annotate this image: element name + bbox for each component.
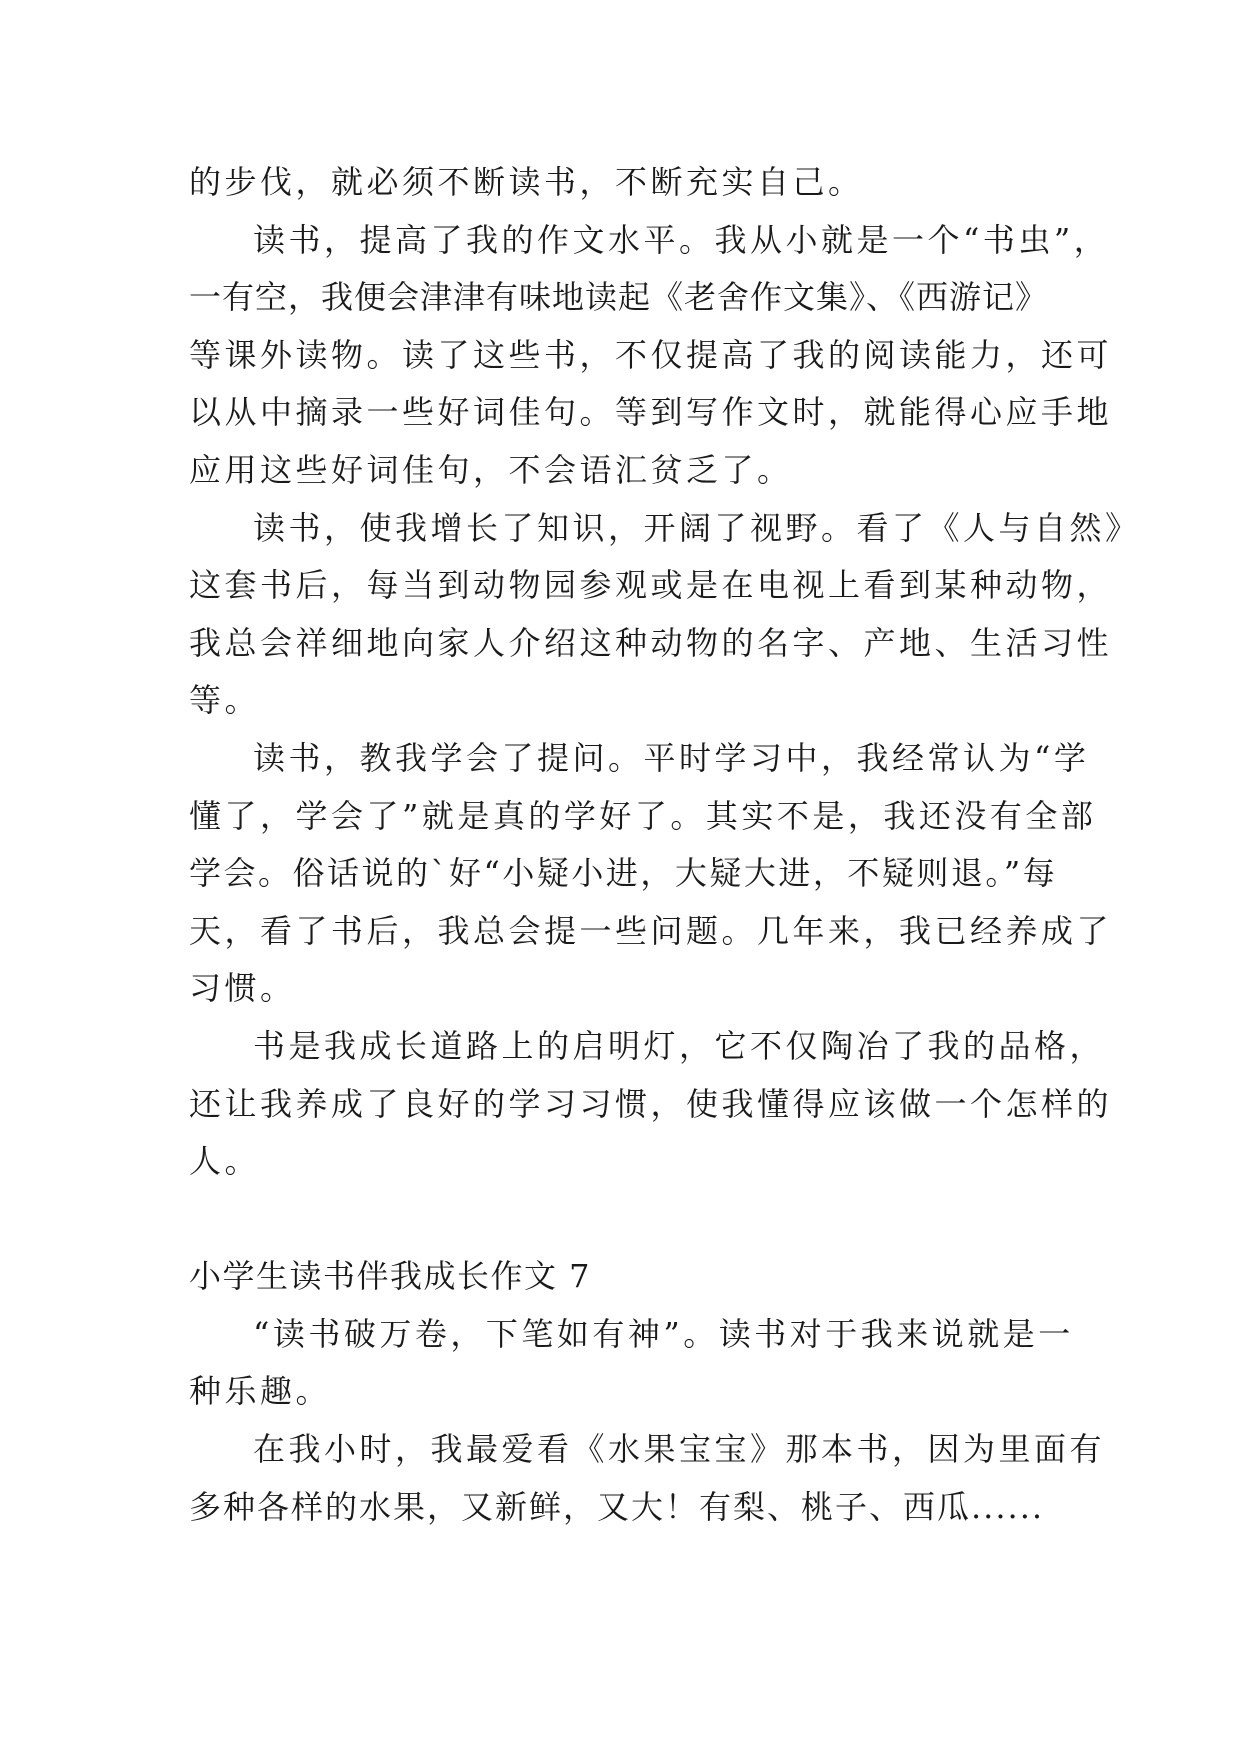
text-line: 读书，教我学会了提问。平时学习中，我经常认为“学 <box>253 738 1090 777</box>
text-line: 学会。俗话说的`好“小疑小进，大疑大进，不疑则退。”每 <box>189 854 1058 893</box>
text-line: 天，看了书后，我总会提一些问题。几年来，我已经养成了 <box>189 911 1113 950</box>
document-body <box>189 154 1141 1536</box>
text-line: 等课外读物。读了这些书，不仅提高了我的阅读能力，还可 <box>189 335 1113 374</box>
text-line: 的步伐，就必须不断读书，不断充实自己。 <box>189 163 864 201</box>
text-line: 应用这些好词佳句，不会语汇贫乏了。 <box>189 450 793 489</box>
text-line: 我总会祥细地向家人介绍这种动物的名字、产地、生活习性 <box>189 623 1113 662</box>
paragraph-1 <box>189 154 1069 212</box>
text-line: 习惯。 <box>189 969 296 1008</box>
text-line: 以从中摘录一些好词佳句。等到写作文时，就能得心应手地 <box>189 393 1113 432</box>
paragraph-4 <box>189 730 1113 1018</box>
text-line: 懂了，学会了”就是真的学好了。其实不是，我还没有全部 <box>189 796 1097 835</box>
text-line: 一有空，我便会津津有味地读起《老舍作文集》、《西游记》 <box>189 278 1049 317</box>
text-line: “读书破万卷，下笔如有神”。读书对于我来说就是一 <box>253 1314 1074 1353</box>
paragraph-5 <box>189 1018 1113 1191</box>
paragraph-6 <box>189 1306 1074 1421</box>
text-line: 种乐趣。 <box>189 1372 332 1411</box>
paragraph-2 <box>189 212 1113 500</box>
text-line: 等。 <box>189 681 261 720</box>
text-line: 还让我养成了良好的学习习惯，使我懂得应该做一个怎样的 <box>189 1084 1113 1123</box>
paragraph-3 <box>189 500 1141 730</box>
text-line: 人。 <box>189 1142 261 1181</box>
text-line: 读书，使我增长了知识，开阔了视野。看了《人与自然》 <box>253 508 1141 547</box>
text-line: 多种各样的水果，又新鲜，又大！有梨、桃子、西瓜...... <box>189 1487 1045 1526</box>
section-title: 小学生读书伴我成长作文 7 <box>189 1257 592 1296</box>
text-line: 这套书后，每当到动物园参观或是在电视上看到某种动物， <box>189 566 1113 605</box>
text-line: 书是我成长道路上的启明灯，它不仅陶冶了我的品格， <box>253 1026 1106 1065</box>
paragraph-7 <box>189 1421 1106 1536</box>
text-line: 在我小时，我最爱看《水果宝宝》那本书，因为里面有 <box>253 1430 1106 1469</box>
text-line: 读书，提高了我的作文水平。我从小就是一个“书虫”， <box>253 220 1110 259</box>
